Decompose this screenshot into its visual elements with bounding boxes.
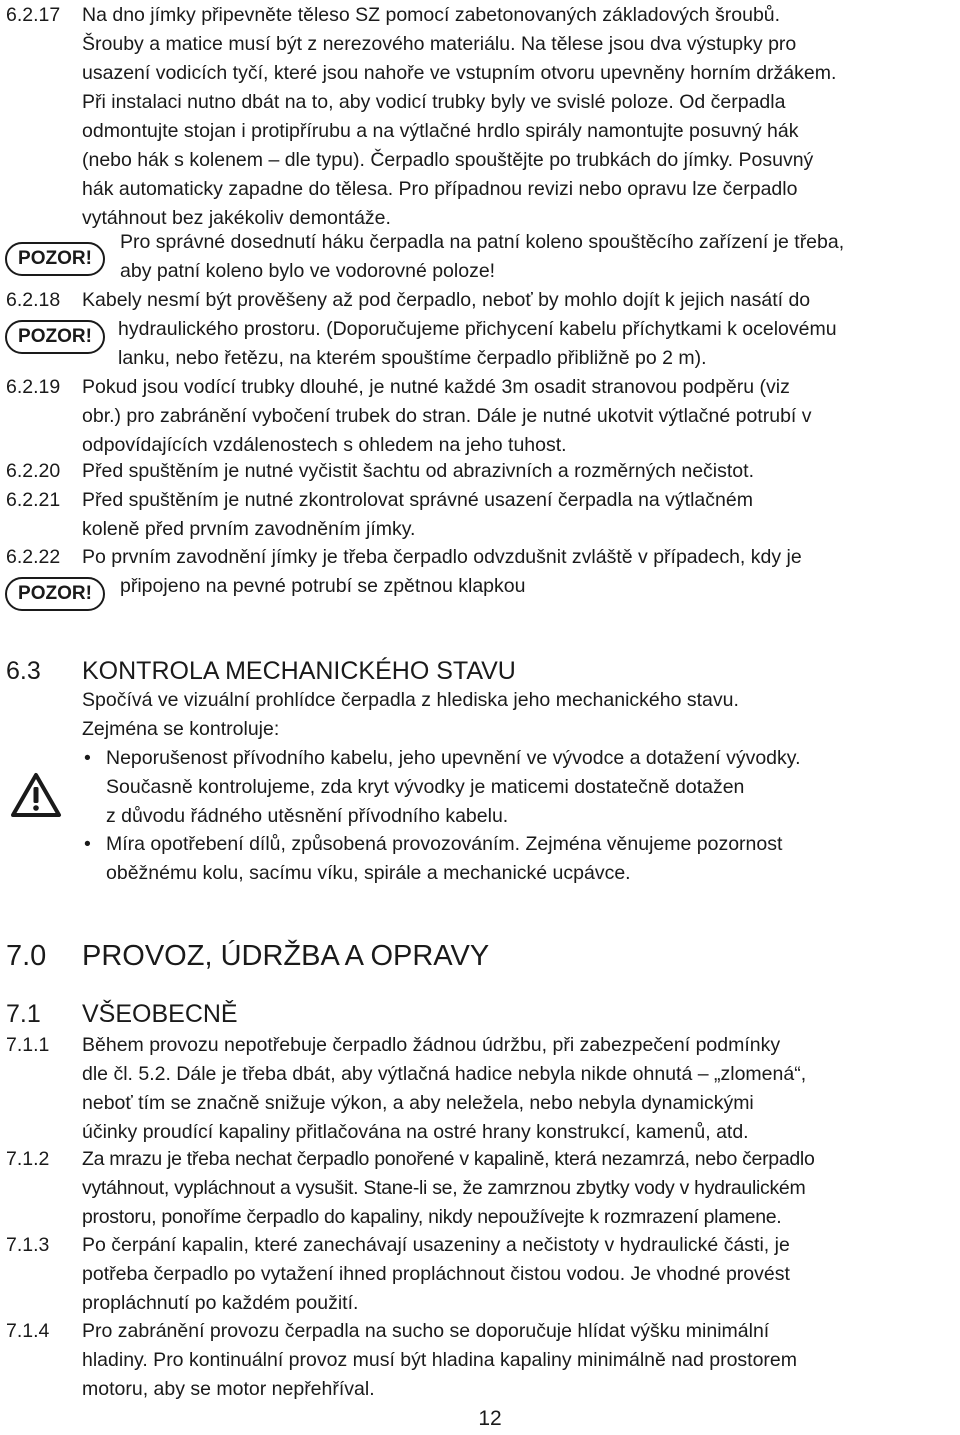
page-number: 12: [478, 1407, 502, 1430]
section-number-6-2-19: 6.2.19: [6, 376, 61, 398]
text-line: Na dno jímky připevněte těleso SZ pomocí zabetonovaných základových šroubů.: [82, 4, 781, 26]
text-line: Při instalaci nutno dbát na to, aby vodicí trubky byly ve svislé poloze. Od čerpadla: [82, 91, 786, 113]
text-line: usazení vodicích tyčí, které jsou nahoře ve vstupním otvoru upevněny horním držákem.: [82, 62, 837, 84]
warning-badge: POZOR!: [5, 577, 105, 611]
text-line: odmontujte stojan i protipřírubu a na výtlačné hrdlo spirály namontujte posuvný hák: [82, 120, 799, 142]
text-line: Spočívá ve vizuální prohlídce čerpadla z hlediska jeho mechanického stavu.: [82, 689, 739, 711]
section-number-7-1: 7.1: [6, 1000, 41, 1028]
text-line: Před spuštěním je nutné vyčistit šachtu od abrazivních a rozměrných nečistot.: [82, 460, 754, 482]
bullet-marker: •: [84, 833, 91, 855]
paragraph-6-3-intro: [82, 686, 954, 744]
paragraph-6-2-17: [82, 1, 954, 233]
text-line: účinky proudící kapaliny přitlačována na ostré hrany konstrukcí, kamenů, atd.: [82, 1121, 749, 1143]
section-number-6-2-20: 6.2.20: [6, 460, 61, 482]
text-line: Neporušenost přívodního kabelu, jeho upevnění ve vývodce a dotažení vývodky.: [106, 747, 801, 769]
section-number-6-2-17: 6.2.17: [6, 4, 61, 26]
text-line: Pro správné dosednutí háku čerpadla na patní koleno spouštěcího zařízení je třeba,: [120, 231, 845, 253]
text-line: motoru, aby se motor nepřehříval.: [82, 1378, 375, 1400]
paragraph-6-2-21: [82, 486, 954, 544]
text-line: Po čerpání kapalin, které zanechávají usazeniny a nečistoty v hydraulické části, je: [82, 1234, 790, 1256]
section-number-7-1-4: 7.1.4: [6, 1320, 50, 1342]
section-heading-6-3: KONTROLA MECHANICKÉHO STAVU: [82, 657, 516, 685]
paragraph-6-2-19: [82, 373, 954, 460]
text-line: Pro zabránění provozu čerpadla na sucho se doporučuje hlídat výšku minimální: [82, 1320, 770, 1342]
text-line: Pokud jsou vodící trubky dlouhé, je nutné každé 3m osadit stranovou podpěru (viz: [82, 376, 790, 398]
text-line: hladiny. Pro kontinuální provoz musí být hladina kapaliny minimálně nad prostorem: [82, 1349, 798, 1371]
text-line: Šrouby a matice musí být z nerezového materiálu. Na tělese jsou dva výstupky pro: [82, 33, 797, 55]
section-heading-7-0: PROVOZ, ÚDRŽBA A OPRAVY: [82, 940, 490, 972]
section-number-6-3: 6.3: [6, 657, 41, 685]
section-number-7-1-3: 7.1.3: [6, 1234, 50, 1256]
warning-badge: POZOR!: [5, 242, 105, 276]
text-line: lanku, nebo řetězu, na kterém spouštíme čerpadlo přibližně po 2 m).: [118, 347, 707, 369]
text-line: Za mrazu je třeba nechat čerpadlo ponořené v kapalině, která nezamrzá, nebo čerpadlo: [82, 1148, 815, 1170]
paragraph-7-1-3: [82, 1231, 954, 1318]
text-line: Během provozu nepotřebuje čerpadlo žádnou údržbu, při zabezpečení podmínky: [82, 1034, 781, 1056]
paragraph-7-1-1: [82, 1031, 954, 1147]
section-number-7-1-1: 7.1.1: [6, 1034, 50, 1056]
text-line: vytáhnout bez jakékoliv demontáže.: [82, 207, 391, 229]
text-line: Současně kontrolujeme, zda kryt vývodky je maticemi dostatečně dotažen: [106, 776, 745, 798]
text-line: potřeba čerpadlo po vytažení ihned propláchnout čistou vodou. Je vhodné provést: [82, 1263, 790, 1285]
text-line: neboť tím se značně snižuje výkon, a aby neležela, nebo nebyla dynamickými: [82, 1092, 754, 1114]
text-line: obr.) pro zabránění vybočení trubek do stran. Dále je nutné ukotvit výtlačné potrubí v: [82, 405, 812, 427]
text-line: prostoru, ponoříme čerpadlo do kapaliny, nikdy nepoužívejte k rozmrazení plamene.: [82, 1206, 782, 1228]
section-number-6-2-21: 6.2.21: [6, 489, 61, 511]
section-number-7-0: 7.0: [6, 940, 47, 972]
text-line: hák automaticky zapadne do tělesa. Pro případnou revizi nebo opravu lze čerpadlo: [82, 178, 798, 200]
text-line: vytáhnout, vypláchnout a vysušit. Stane-li se, že zamrznou zbytky vody v hydraulickém: [82, 1177, 806, 1199]
text-line: Po prvním zavodnění jímky je třeba čerpadlo odvzdušnit zvláště v případech, kdy je: [82, 546, 802, 568]
text-line: připojeno na pevné potrubí se zpětnou klapkou: [120, 575, 526, 597]
text-line: Zejména se kontroluje:: [82, 718, 280, 740]
warning-text-6-2-17: [120, 228, 956, 286]
paragraph-7-1-2: [82, 1145, 954, 1232]
bullet-item-wear: [106, 830, 954, 888]
text-line: Kabely nesmí být prověšeny až pod čerpadlo, neboť by mohlo dojít k jejich nasátí do: [82, 289, 811, 311]
bullet-marker: •: [84, 747, 91, 769]
text-line: hydraulického prostoru. (Doporučujeme přichycení kabelu příchytkami k ocelovému: [118, 318, 837, 340]
text-line: oběžnému kolu, sacímu víku, spirále a mechanické ucpávce.: [106, 862, 631, 884]
bullet-item-cable: [106, 744, 954, 831]
text-line: Před spuštěním je nutné zkontrolovat správné usazení čerpadla na výtlačném: [82, 489, 753, 511]
section-number-7-1-2: 7.1.2: [6, 1148, 50, 1170]
section-heading-7-1: VŠEOBECNĚ: [82, 1000, 238, 1028]
text-line: (nebo hák s kolenem – dle typu). Čerpadlo spouštějte po trubkách do jímky. Posuvný: [82, 149, 814, 171]
text-line: aby patní koleno bylo ve vodorovné poloze!: [120, 260, 496, 282]
paragraph-6-2-22: [82, 543, 954, 601]
text-line: koleně před prvním zavodněním jímky.: [82, 518, 416, 540]
paragraph-6-2-20: [82, 457, 954, 486]
text-line: dle čl. 5.2. Dále je třeba dbát, aby výtlačná hadice nebyla nikde ohnutá – „zlomená“,: [82, 1063, 807, 1085]
paragraph-6-2-18: [82, 286, 954, 373]
section-number-6-2-22: 6.2.22: [6, 546, 61, 568]
text-line: odpovídajících vzdálenostech s ohledem na jeho tuhost.: [82, 434, 567, 456]
paragraph-7-1-4: [82, 1317, 954, 1404]
warning-badge: POZOR!: [5, 320, 105, 354]
text-line: Míra opotřebení dílů, způsobená provozováním. Zejména věnujeme pozornost: [106, 833, 783, 855]
text-line: propláchnutí po každém použití.: [82, 1292, 359, 1314]
section-number-6-2-18: 6.2.18: [6, 289, 61, 311]
warning-triangle-icon: [10, 772, 62, 818]
text-line: z důvodu řádného utěsnění přívodního kabelu.: [106, 805, 509, 827]
